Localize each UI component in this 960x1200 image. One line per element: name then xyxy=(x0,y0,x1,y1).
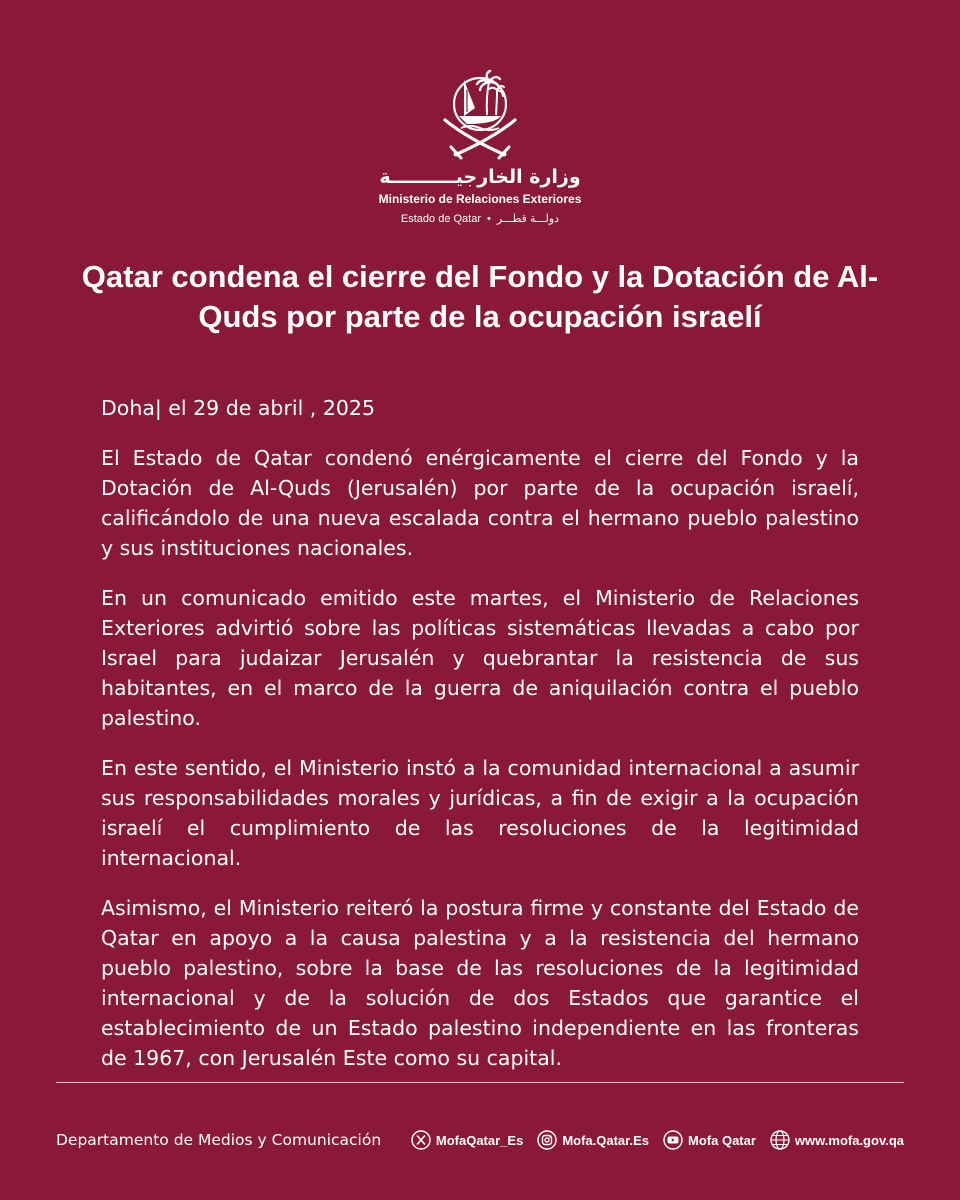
page-title: Qatar condena el cierre del Fondo y la Dotación de Al-Quds por parte de la ocupación israelí xyxy=(81,259,879,334)
article-paragraph: Asimismo, el Ministerio reiteró la postura firme y constante del Estado de Qatar en apoyo a la causa palestina y a la resistencia del hermano pueblo palestino, sobre la base de las resoluciones de la legitimidad internacional y de la solución de dos Estados que garantice el establecimiento de un Estado palestino independiente en las fronteras de 1967, con Jerusalén Este como su capital. xyxy=(101,896,859,1070)
ministry-name-arabic: وزارة الخارجيــــــــــة xyxy=(379,166,581,188)
article-paragraph: En este sentido, el Ministerio instó a la comunidad internacional a asumir sus responsabilidades morales y jurídicas, a fin de exigir a la ocupación israelí el cumplimiento de las resoluciones de la legitimidad internacional. xyxy=(101,756,859,870)
state-name-spanish: Estado de Qatar xyxy=(400,212,482,225)
social-link-label: Mofa Qatar xyxy=(688,1132,756,1148)
social-link-label: MofaQatar_Es xyxy=(435,1132,524,1148)
x-icon xyxy=(411,1130,431,1150)
footer xyxy=(56,1122,904,1158)
social-link-instagram[interactable] xyxy=(537,1130,649,1150)
social-link-website[interactable] xyxy=(770,1130,904,1150)
ministry-name-spanish: Ministerio de Relaciones Exteriores xyxy=(378,192,582,206)
social-links xyxy=(411,1130,904,1150)
article-body xyxy=(101,393,859,1093)
instagram-icon xyxy=(537,1130,557,1150)
social-link-youtube[interactable] xyxy=(663,1130,756,1150)
social-link-x[interactable] xyxy=(411,1130,523,1150)
department-name: Departamento de Medios y Comunicación xyxy=(56,1131,382,1149)
article-paragraph: El Estado de Qatar condenó enérgicamente el cierre del Fondo y la Dotación de Al-Quds (Jerusalén) por parte de la ocupación israelí, calificándolo de una nueva escalada contra el hermano pueblo palestino y sus instituciones nacionales. xyxy=(101,446,859,560)
state-name-arabic: دولـــة قطـــر xyxy=(496,213,560,225)
dateline: Doha| el 29 de abril , 2025 xyxy=(101,396,375,420)
article-paragraph: En un comunicado emitido este martes, el Ministerio de Relaciones Exteriores advirtió sobre las políticas sistemáticas llevadas a cabo por Israel para judaizar Jerusalén y quebrantar la resistencia de sus habitantes, en el marco de la guerra de aniquilación contra el pueblo palestino. xyxy=(101,586,859,730)
globe-icon xyxy=(770,1130,790,1150)
social-link-label: Mofa.Qatar.Es xyxy=(562,1132,650,1148)
qatar-emblem-icon xyxy=(437,68,523,160)
footer-divider xyxy=(56,1082,904,1083)
social-link-label: www.mofa.gov.qa xyxy=(794,1132,904,1148)
state-line xyxy=(401,212,559,225)
ministry-logo xyxy=(0,68,960,225)
youtube-icon xyxy=(663,1130,683,1150)
state-separator: • xyxy=(487,212,491,225)
